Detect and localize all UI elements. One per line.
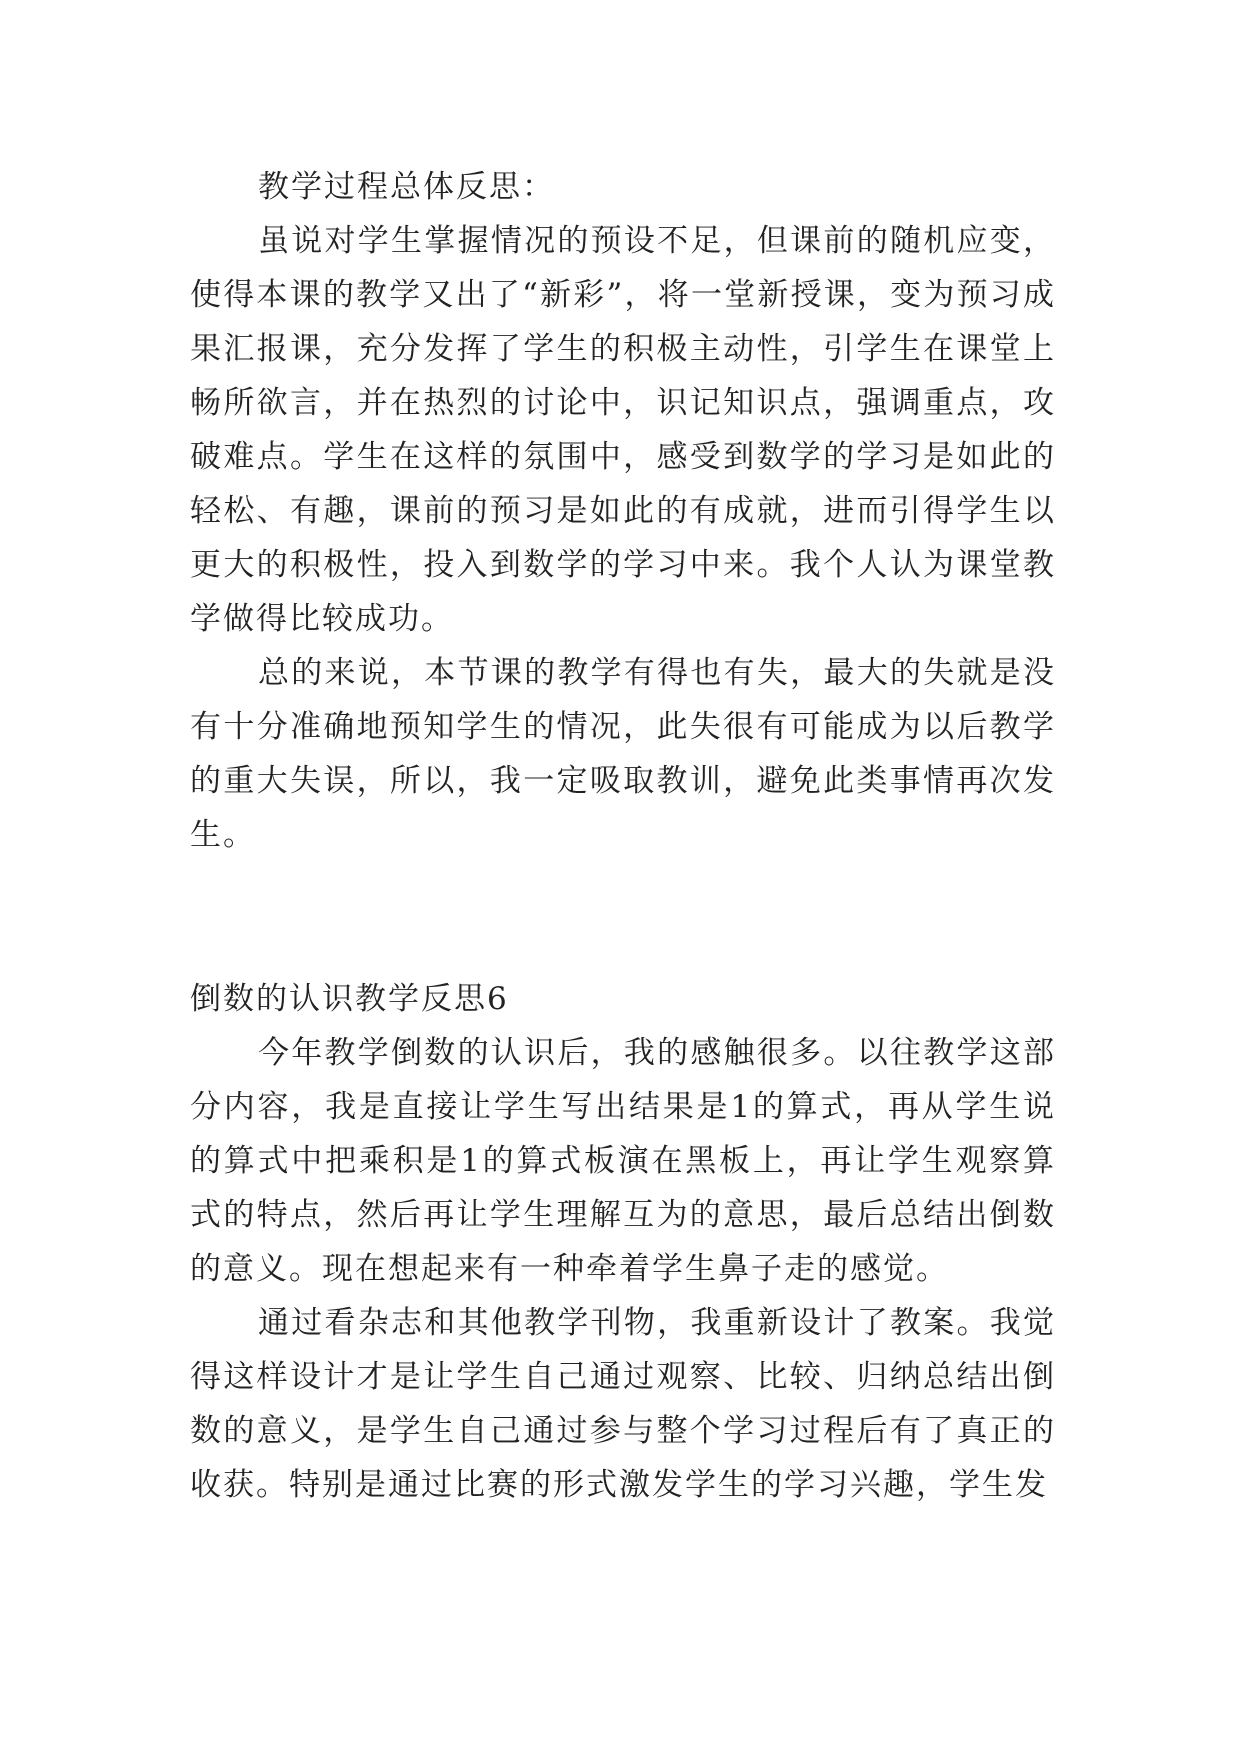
paragraph: 总的来说，本节课的教学有得也有失，最大的失就是没有十分准确地预知学生的情况，此失很有可能成为以后教学的重大失误，所以，我一定吸取教训，避免此类事情再次发生。 bbox=[190, 655, 1056, 853]
section-heading: 倒数的认识教学反思6 bbox=[190, 981, 509, 1017]
paragraph: 今年教学倒数的认识后，我的感触很多。以往教学这部分内容，我是直接让学生写出结果是1的算式，再从学生说的算式中把乘积是1的算式板演在黑板上，再让学生观察算式的特点，然后再让学生理解互为的意思，最后总结出倒数的意义。现在想起来有一种牵着学生鼻子走的感觉。 bbox=[190, 1035, 1056, 1287]
section-reflection bbox=[190, 160, 1056, 862]
paragraph: 通过看杂志和其他教学刊物，我重新设计了教案。我觉得这样设计才是让学生自己通过观察、比较、归纳总结出倒数的意义，是学生自己通过参与整个学习过程后有了真正的收获。特别是通过比赛的形式激发学生的学习兴趣，学生发 bbox=[190, 1305, 1056, 1503]
section-reciprocal-reflection bbox=[190, 972, 1056, 1512]
section-title: 教学过程总体反思： bbox=[258, 169, 555, 205]
paragraph: 虽说对学生掌握情况的预设不足，但课前的随机应变，使得本课的教学又出了“新彩”，将一堂新授课，变为预习成果汇报课，充分发挥了学生的积极主动性，引学生在课堂上畅所欲言，并在热烈的讨论中，识记知识点，强调重点，攻破难点。学生在这样的氛围中，感受到数学的学习是如此的轻松、有趣，课前的预习是如此的有成就，进而引得学生以更大的积极性，投入到数学的学习中来。我个人认为课堂教学做得比较成功。 bbox=[190, 223, 1056, 637]
